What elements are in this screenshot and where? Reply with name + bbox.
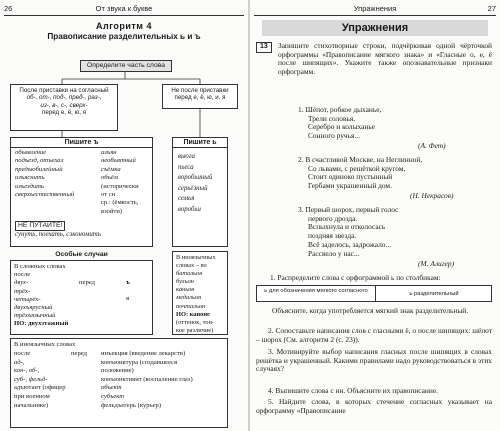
prefix-line-1: После приставки на согласный [19,87,109,94]
poem2-l1: 2. В счастливой Москве, на Неглинной, [298,155,423,164]
poem1-author: (А. Фет) [418,141,446,150]
special-l6: двухъярусный [14,304,53,312]
soft-sign-box [172,137,228,247]
special-r8: НО: каноне [176,310,210,318]
poem-3 [298,206,398,258]
foreign-l5: суб-, фельд- [14,375,48,383]
exercise-intro: Запишите стихотворные строки, подчёркивая одной чёрточкой орфограммы «Правописание мягкого знака» и «Гласные о, е, ё после шипящих». Укажите также опознавательные признаки орфограмм. [278,41,492,76]
hard-ex-r4: объём [101,174,118,182]
poem3-l1: 3. Первый шорох, первый голос [298,205,399,214]
foreign-r6: субъект [101,392,125,400]
task-1: 1. Распределите слова с орфограммой ь по столбикам: [270,273,441,282]
special-r1: В иноязычных [176,254,216,261]
special-l8: НО: двухэтажный [14,320,69,328]
hard-examples-left [15,149,74,199]
left-page [0,0,248,431]
poem3-l5: Всё заделось, задрожало... [308,239,392,249]
determine-part-label: Определите часть слова [86,62,166,69]
poem3-l6: Рассвело у нас... [308,248,360,258]
right-page-header [254,3,496,16]
task-4: 4. Выпишите слова с нн. Объясните их правописание. [268,386,438,395]
hard-sign-box [10,137,153,247]
special-mid-sign: ъ [126,279,130,286]
hard-ex-4: изъяснить [15,174,45,182]
poem1-l2: Трели соловья, [308,113,356,123]
poem3-author: (М. Алигер) [418,259,455,268]
compound-words-box [10,260,153,335]
write-hard-label: Пишите ъ [11,138,152,148]
right-page [250,0,500,431]
task-2: 2. Сопоставьте написания слов с гласными ё, о после шипящих: шёпот – шорох (См. алгоритм 2 (с. 23)). [256,326,492,344]
foreign-left [14,350,66,410]
foreign-right [101,350,193,410]
poem-1 [298,106,381,141]
hard-ex-1: объявление [15,149,47,156]
not-after-prefix-box [162,84,238,109]
special-mid-before: перед [79,279,95,286]
foreign-r2: конъюнктура (создавшееся [101,358,177,366]
hard-ex-r5: (исторически [101,182,139,190]
algorithm-subtitle: Правописание разделительных ь и ъ [47,32,201,41]
poem2-author: (Н. Некрасов) [410,191,454,200]
special-r5: каньон [176,286,195,294]
exercise-number: 13 [256,42,272,53]
foreign-r5: объект [101,384,122,392]
poem3-l2: первого дрозда. [308,213,358,223]
task-5: 5. Найдите слова, в которых стечение согласных указывает на орфограмму «Правописание [256,397,492,415]
foreign-l7: при военном [14,392,50,400]
determine-part-box [80,60,172,72]
hard-ex-r2: необъятный [101,157,136,165]
soft-ex-6: воробьи [178,205,201,213]
soft-ex-5: семья [178,195,195,202]
poem3-l3: Вспыхнула и отколосась [308,222,386,232]
foreign-l6: адъютант (офицер [14,384,66,392]
foreign-l8: начальнике) [14,401,49,409]
poem1-l1: 1. Шёпот, робкое дыханье, [298,105,382,114]
special-l2: после [14,271,31,279]
special-l3: двух- [14,279,29,287]
prefix-line-2: об-, от-, под-, пред-, раз-, [26,94,102,102]
special-r10: кое различие) [176,326,214,334]
special-r6: медальон [176,294,202,302]
hard-ex-r3: съёмка [101,165,121,173]
page-number: 26 [4,4,13,13]
special-mid-letter: я [126,295,130,302]
table-col-1: ь для обозначения мягкого согласного [264,288,368,294]
prefix-line-3: из-, в-, с-, сверх- [40,101,88,109]
no-confuse-label: НЕ ПУТАЙТЕ! [15,221,65,231]
running-head: От звука к букве [95,4,153,13]
section-title: Упражнения [262,20,488,36]
foreign-before-label: перед [71,350,87,357]
foreign-l3: ад-, [14,358,25,366]
prefix-line-4: перед е, ё, ю, я [41,109,87,117]
hard-ex-r8: взойти) [101,207,123,215]
poem3-l4: поздняя звезда. [308,231,357,241]
hard-ex-6: сверхъестественный [15,191,75,199]
foreign-hard-box [10,338,228,428]
hard-ex-3: предъюбилейный [15,165,63,173]
special-l7: трёхъязычный [14,312,56,320]
soft-ex-2: пьеса [178,163,194,171]
foreign-soft-box [172,251,228,335]
special-cases-title: Особые случаи [55,251,108,258]
task-3: 3. Мотивируйте выбор написания гласных после шипящих в словах решётка и украшенный. Какими правилами надо руководствоваться в этих случаях? [256,347,492,373]
foreign-r3: положение) [101,367,134,375]
soft-examples [178,152,212,215]
special-r7: почтальон [176,302,206,310]
poem1-l3: Серебро и колыханье [308,122,376,132]
distribution-table [256,285,492,302]
poem2-l2: Со львами, с решёткой кругом, [308,163,406,173]
soft-ex-1: вьюга [178,153,195,160]
poem2-l4: Гербами украшенный дом. [308,181,392,191]
poem2-l3: Стоит одиноко пустынный [308,172,393,182]
special-r2: словах – во [176,262,207,270]
hard-examples-right [101,149,139,216]
foreign-l1: после [14,350,31,357]
page-number-right: 27 [487,4,496,13]
no-confuse-words: сунуть, поехать, сэкономить [15,231,101,239]
foreign-r1: инъекция (введение лекарств) [101,350,186,357]
running-head-right: Упражнения [353,4,397,13]
foreign-l4: кон-, об-, [14,367,40,375]
soft-ex-4: серьёзный [178,184,208,192]
no-confuse-block [15,221,101,240]
special-r4: бульон [176,278,194,286]
hard-ex-r1: изъян [101,149,117,156]
poem-2 [298,156,422,191]
foreign-r4: конъюнктивит (воспаление глаз) [101,375,193,383]
hard-ex-2: подъезд, отъехал [15,157,64,165]
table-divider [375,286,376,301]
prefix-consonant-box [10,84,118,131]
algorithm-title: Алгоритм 4 [96,21,152,31]
write-soft-label: Пишите ь [173,138,227,148]
poem1-l4: Сонного ручья... [308,131,360,141]
special-l4: трёх- [14,287,31,295]
not-after-line-1: Не после приставки [171,87,229,94]
table-col-2: ь разделительный [409,291,459,297]
foreign-title: В иноязычных словах [14,341,76,348]
not-after-line-2: перед е, ё, ю, и, я [174,94,226,102]
special-r9: (оттенок, тон- [176,318,215,326]
hard-ex-5: изъездить [15,182,44,190]
explain-text: Объясните, когда употребляется мягкий знак разделительный. [272,306,469,315]
special-l5: четырёх- [14,295,41,303]
hard-ex-r6: от сн [101,191,116,199]
special-l1: В сложных словах [14,263,66,270]
hard-ex-r7: ср.: (ёмкость, [101,199,139,207]
special-r3: батальон [176,270,203,278]
foreign-r7: фельдъегерь (курьер) [101,401,162,409]
soft-ex-3: воробьиный [178,174,213,181]
